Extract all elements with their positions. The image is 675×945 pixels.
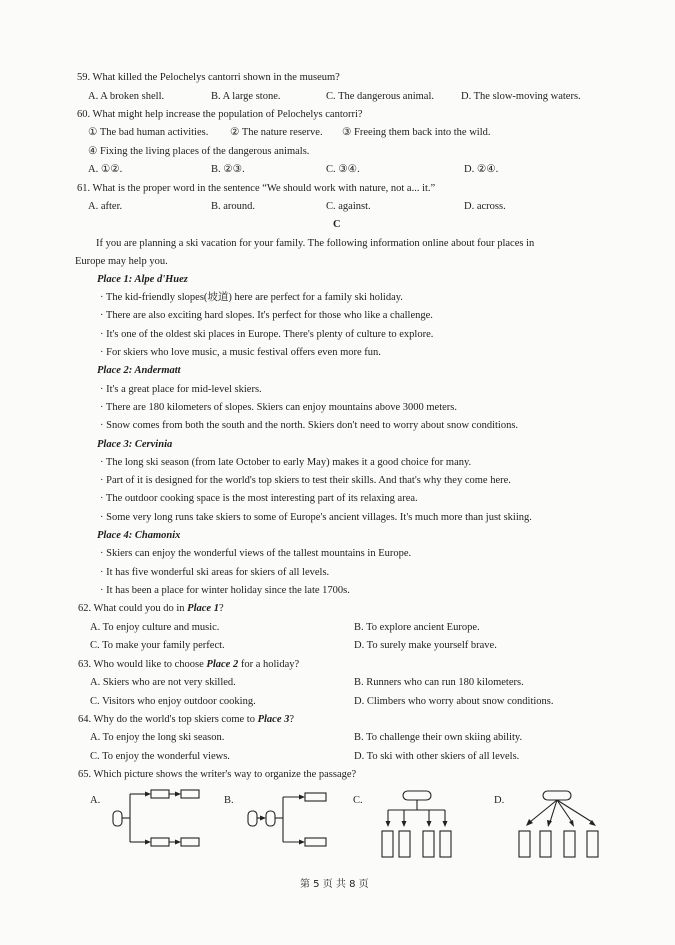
q60-option-d[interactable]: D. ②④. — [464, 164, 499, 175]
place-4-title: Place 4: Chamonix — [97, 530, 181, 541]
q63-option-c[interactable]: C. Visitors who enjoy outdoor cooking. — [90, 696, 256, 707]
section-heading: C — [333, 219, 341, 230]
q59-option-b[interactable]: B. A large stone. — [211, 91, 281, 102]
q62-option-c[interactable]: C. To make your family perfect. — [90, 640, 225, 651]
q63-option-d[interactable]: D. Climbers who worry about snow conditions. — [354, 696, 554, 707]
place-1-bullet: · There are also exciting hard slopes. It's perfect for those who like a challenge. — [100, 310, 433, 321]
q59-stem: 59. What killed the Pelochelys cantorri shown in the museum? — [77, 72, 340, 83]
q60-item-4: ④ Fixing the living places of the dangerous animals. — [88, 146, 310, 157]
q64-stem: 64. Why do the world's top skiers come to Place 3? — [78, 714, 295, 725]
place-1-bullet: · It's one of the oldest ski places in Europe. There's plenty of culture to explore. — [100, 329, 434, 340]
q62-option-a[interactable]: A. To enjoy culture and music. — [90, 622, 220, 633]
place-3-bullet: · The long ski season (from late October to early May) makes it a good choice for many. — [100, 457, 472, 468]
place-3-bullet: · The outdoor cooking space is the most interesting part of its relaxing area. — [100, 493, 418, 504]
q65-option-c[interactable]: C. — [353, 795, 363, 806]
place-3-title: Place 3: Cervinia — [97, 439, 173, 450]
q62-stem: 62. What could you do in Place 1? — [78, 603, 224, 614]
q59-option-a[interactable]: A. A broken shell. — [88, 91, 165, 102]
intro-line-2: Europe may help you. — [75, 256, 168, 267]
page-footer: 第 5 页 共 8 页 — [300, 879, 369, 890]
q65-diagram-d — [512, 788, 607, 860]
q62-option-d[interactable]: D. To surely make yourself brave. — [354, 640, 497, 651]
place-4-bullet: · It has five wonderful ski areas for skiers of all levels. — [100, 567, 330, 578]
q60-option-a[interactable]: A. ①②. — [88, 164, 123, 175]
q64-option-a[interactable]: A. To enjoy the long ski season. — [90, 732, 225, 743]
q65-diagram-c — [375, 788, 465, 860]
place-4-bullet: · It has been a place for winter holiday since the late 1700s. — [100, 585, 350, 596]
place-1-bullet: · The kid-friendly slopes(坡道) here are perfect for a family ski holiday. — [100, 292, 403, 303]
q60-item-1: ① The bad human activities. — [88, 127, 209, 138]
place-4-bullet: · Skiers can enjoy the wonderful views of the tallest mountains in Europe. — [100, 548, 412, 559]
place-2-bullet: · There are 180 kilometers of slopes. Skiers can enjoy mountains above 3000 meters. — [100, 402, 458, 413]
q59-option-d[interactable]: D. The slow-moving waters. — [461, 91, 581, 102]
place-1-title: Place 1: Alpe d'Huez — [97, 274, 188, 285]
q65-option-b[interactable]: B. — [224, 795, 234, 806]
q63-option-b[interactable]: B. Runners who can run 180 kilometers. — [354, 677, 524, 688]
place-2-bullet: · It's a great place for mid-level skiers. — [100, 384, 262, 395]
q64-option-b[interactable]: B. To challenge their own skiing ability. — [354, 732, 523, 743]
q65-diagram-a — [110, 790, 210, 855]
q64-option-d[interactable]: D. To ski with other skiers of all levels. — [354, 751, 520, 762]
q60-stem: 60. What might help increase the population of Pelochelys cantorri? — [77, 109, 363, 120]
q61-option-b[interactable]: B. around. — [211, 201, 256, 212]
q61-option-c[interactable]: C. against. — [326, 201, 371, 212]
q61-stem: 61. What is the proper word in the sentence “We should work with nature, not a... it.” — [77, 183, 436, 194]
place-3-bullet: · Some very long runs take skiers to some of Europe's ancient villages. It's much more than just skiing. — [100, 512, 532, 523]
q65-option-d[interactable]: D. — [494, 795, 505, 806]
q60-option-c[interactable]: C. ③④. — [326, 164, 360, 175]
place-3-bullet: · Part of it is designed for the world's top skiers to test their skills. And that's why they come here. — [100, 475, 511, 486]
q60-item-3: ③ Freeing them back into the wild. — [342, 127, 491, 138]
q60-item-2: ② The nature reserve. — [230, 127, 323, 138]
q62-option-b[interactable]: B. To explore ancient Europe. — [354, 622, 480, 633]
q60-option-b[interactable]: B. ②③. — [211, 164, 245, 175]
q63-stem: 63. Who would like to choose Place 2 for a holiday? — [78, 659, 300, 670]
q63-option-a[interactable]: A. Skiers who are not very skilled. — [90, 677, 236, 688]
q65-stem: 65. Which picture shows the writer's way to organize the passage? — [78, 769, 357, 780]
place-2-title: Place 2: Andermatt — [97, 365, 181, 376]
q61-option-a[interactable]: A. after. — [88, 201, 123, 212]
place-2-bullet: · Snow comes from both the south and the north. Skiers don't need to worry about snow conditions. — [100, 420, 519, 431]
q59-option-c[interactable]: C. The dangerous animal. — [326, 91, 434, 102]
place-1-bullet: · For skiers who love music, a music festival offers even more fun. — [100, 347, 381, 358]
q65-option-a[interactable]: A. — [90, 795, 101, 806]
q61-option-d[interactable]: D. across. — [464, 201, 506, 212]
intro-line-1: If you are planning a ski vacation for your family. The following information online about four places in — [96, 238, 535, 249]
q64-option-c[interactable]: C. To enjoy the wonderful views. — [90, 751, 230, 762]
q65-diagram-b — [245, 790, 335, 855]
